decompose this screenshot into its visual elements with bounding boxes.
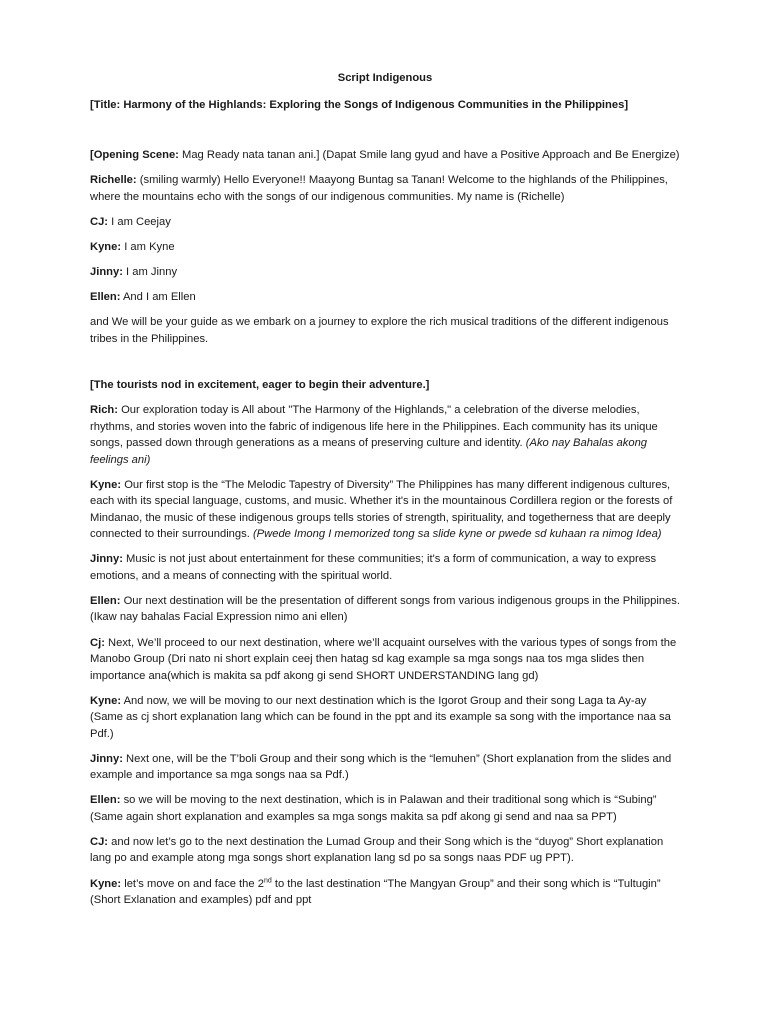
ordinal-suffix: nd	[263, 876, 272, 884]
speaker-label: Jinny:	[90, 752, 123, 765]
line-text: I am Jinny	[122, 265, 178, 278]
script-line	[90, 264, 680, 281]
script-line	[90, 876, 680, 909]
document-page	[90, 70, 680, 917]
script-line	[90, 751, 680, 784]
line-text: and We will be your guide as we embark on a journey to explore the rich musical traditions of the different indigenous tribes in the Philippines.	[90, 316, 669, 345]
line-text: (smiling warmly) Hello Everyone!! Maayong Buntag sa Tanan! Welcome to the highlands of the Philippines, where the mountains echo with the songs of our indigenous communities. My name is (Richelle)	[90, 174, 668, 203]
line-text: let’s move on and face the 2	[121, 877, 264, 890]
speaker-label: Ellen:	[90, 290, 121, 303]
script-line	[90, 635, 680, 685]
speaker-label: Kyne:	[90, 877, 122, 890]
line-text: And now, we will be moving to our next destination which is the Igorot Group and their song Laga ta Ay-ay (Same as cj short explanation lang which can be found in the ppt and its example sa song with the importance naa sa Pdf.)	[90, 694, 671, 740]
script-line	[90, 551, 680, 584]
line-text: And I am Ellen	[120, 290, 196, 303]
script-line	[90, 834, 680, 867]
line-text: Our exploration today is All about "The Harmony of the Highlands," a celebration of the diverse melodies, rhythms, and stories woven into the fabric of indigenous life here in the Philippines. Each community has its unique songs, passed down through generations as a means of preserving culture and identity.	[90, 404, 658, 450]
script-line	[90, 147, 680, 164]
italic-note: (Pwede Imong I memorized tong sa slide kyne or pwede sd kuhaan ra nimog Idea)	[252, 528, 662, 541]
speaker-label: Jinny:	[90, 553, 123, 566]
speaker-label: CJ:	[90, 835, 109, 848]
script-line	[90, 693, 680, 743]
line-text: Next one, will be the T’boli Group and their song which is the “lemuhen” (Short explanation from the slides and example and importance sa mga songs naa sa Pdf.)	[90, 752, 672, 782]
speaker-label: CJ:	[90, 215, 109, 228]
line-text: Our first stop is the “The Melodic Tapestry of Diversity” The Philippines has many different indigenous cultures, each with its special language, customs, and music. Whether it's in the mountainous Cordillera region or the forests of Mindanao, the music of these indigenous groups tells stories of strength, spirituality, and togetherness that are deeply connected to their surroundings.	[90, 478, 673, 541]
line-text: Mag Ready nata tanan ani.] (Dapat Smile lang gyud and have a Positive Approach and Be Energize)	[178, 149, 680, 161]
script-line	[90, 593, 680, 626]
line-text: Next, We’ll proceed to our next destination, where we’ll acquaint ourselves with the various types of songs from the Manobo Group (Dri nato ni short explain ceej then hatag sd kag example sa mga songs naa tos mga slides then importance ana(which is makita sa pdf akong gi send SHORT UNDERSTANDING lang gd)	[90, 636, 677, 682]
speaker-label: Ellen:	[90, 794, 121, 807]
script-line	[90, 289, 680, 306]
document-subtitle: [Title: Harmony of the Highlands: Exploring the Songs of Indigenous Communities in the Philippines]	[90, 98, 629, 111]
script-line	[90, 239, 680, 256]
speaker-label: Ellen:	[90, 594, 121, 607]
script-line	[90, 402, 680, 468]
line-text: Music is not just about entertainment for these communities; it's a form of communication, a way to express emotions, and a means of connecting with the spiritual world.	[90, 553, 657, 582]
script-line	[90, 314, 680, 347]
stage-direction: [The tourists nod in excitement, eager to begin their adventure.]	[90, 379, 430, 392]
line-text: Our next destination will be the presentation of different songs from various indigenous groups in the Philippines. (Ikaw nay bahalas Facial Expression nimo ani ellen)	[90, 594, 680, 624]
script-line	[90, 172, 680, 205]
speaker-label: Cj:	[90, 636, 105, 649]
speaker-label: Kyne:	[90, 478, 122, 491]
document-title: Script Indigenous	[337, 72, 433, 84]
script-line	[90, 792, 680, 825]
line-text: I am Kyne	[121, 240, 175, 253]
speaker-label: [Opening Scene:	[90, 149, 179, 161]
speaker-label: Rich:	[90, 404, 118, 417]
speaker-label: Kyne:	[90, 240, 122, 253]
line-text: so we will be moving to the next destination, which is in Palawan and their traditional song which is “Subing” (Same again short explanation and examples sa mga songs makita sa pdf akong gi send and naa sa PPT)	[90, 794, 657, 823]
line-text: I am Ceejay	[108, 215, 171, 228]
italic-note: (Ako nay Bahalas akong feelings ani)	[90, 437, 648, 466]
script-line	[90, 477, 680, 543]
speaker-label: Richelle:	[90, 174, 137, 187]
speaker-label: Jinny:	[90, 265, 123, 278]
script-line	[90, 214, 680, 231]
line-text: and now let’s go to the next destination the Lumad Group and their Song which is the “duyog” Short explanation lang po and example atong mga songs short explanation lang sd po sa songs naas PDF ug PPT).	[90, 835, 664, 865]
speaker-label: Kyne:	[90, 694, 122, 707]
line-text: to the last destination “The Mangyan Group” and their song which is “Tultugin” (Short Exlanation and examples) pdf and ppt	[90, 877, 661, 906]
